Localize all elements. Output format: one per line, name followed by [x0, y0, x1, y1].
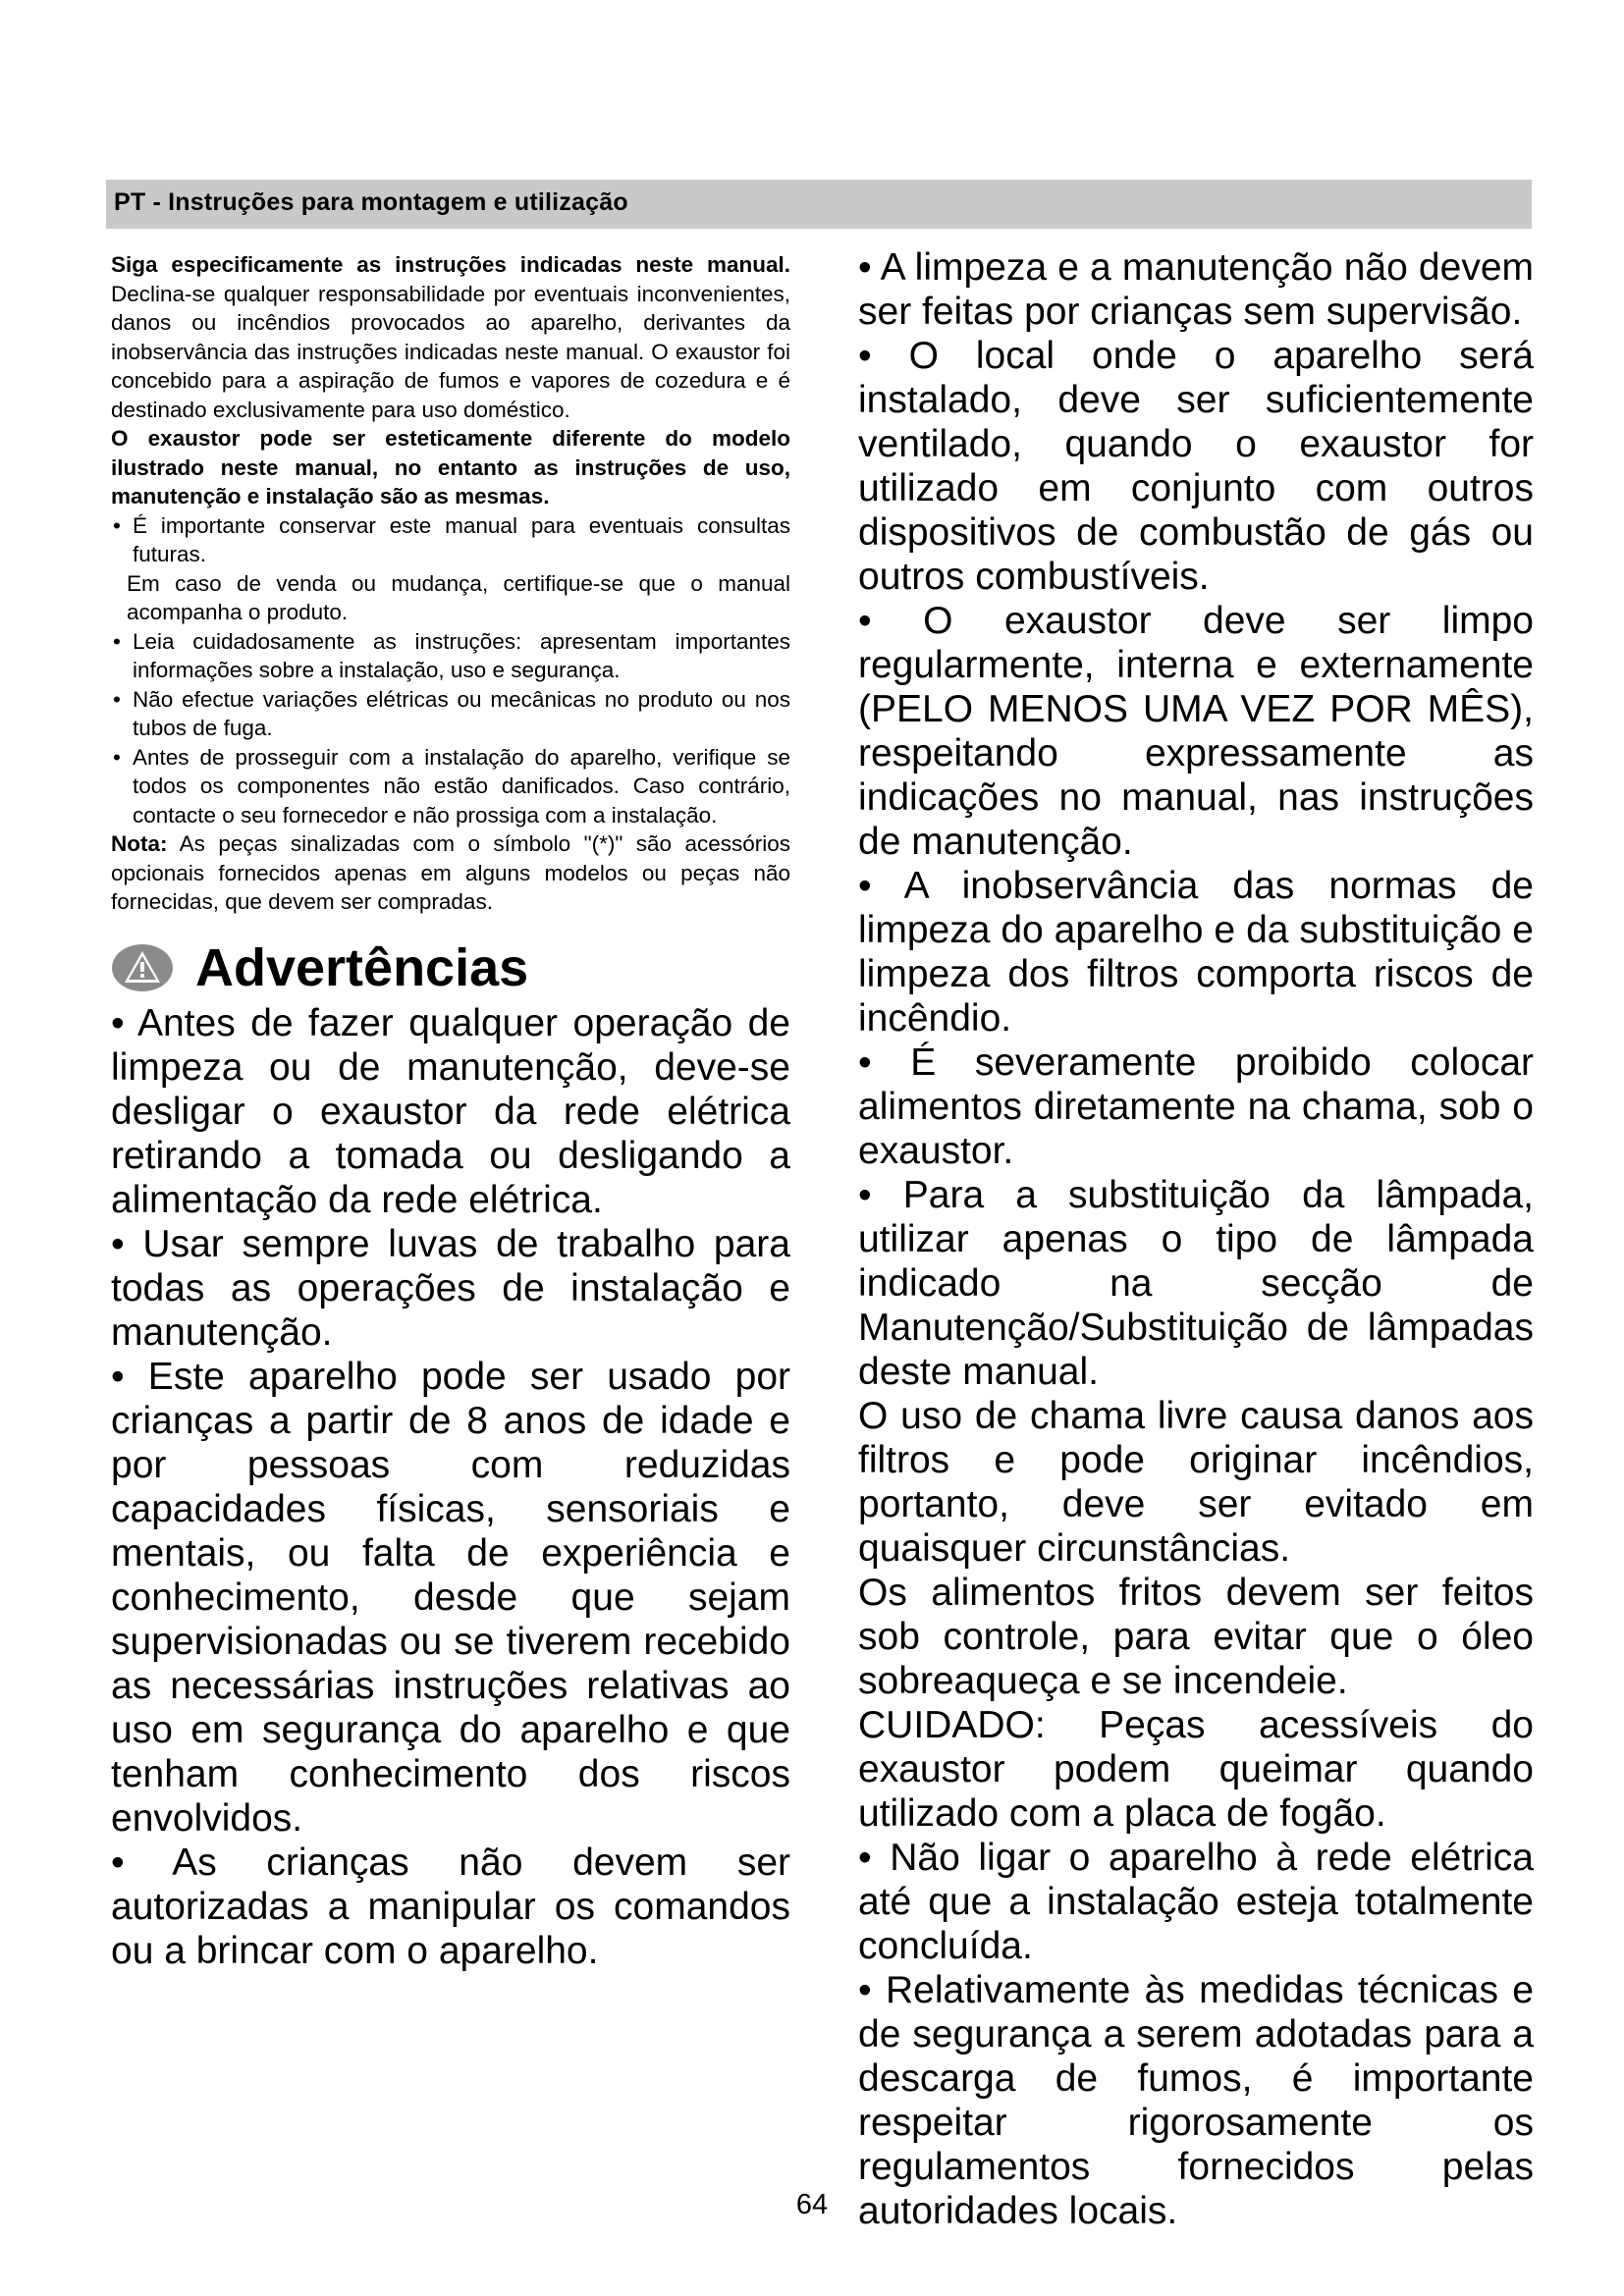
bullet-check-components — [111, 743, 790, 830]
bullet-keep-manual — [111, 511, 790, 569]
intro-bold: Siga especificamente as instruções indicadas neste manual. — [111, 252, 790, 277]
note-label: Nota: — [111, 831, 168, 856]
warning-item: • Este aparelho pode ser usado por crianças a partir de 8 anos de idade e por pessoas com reduzidas capacidades físicas, sensoriais e mentais, ou falta de experiência e conhecimento, desde que sejam supervisionadas ou se tiverem recebido as necessárias instruções relativas ao uso em segurança do aparelho e que tenham conhecimento dos riscos envolvidos. — [111, 1355, 790, 1840]
section-title: PT - Instruções para montagem e utilização — [114, 188, 628, 216]
bullet-text: É importante conservar este manual para eventuais consultas futuras. — [133, 512, 790, 566]
warning-item: • O local onde o aparelho será instalado, deve ser suficientemente ventilado, quando o exaustor for utilizado em conjunto com outros dispositivos de combustão de gás ou outros combustíveis. — [858, 335, 1534, 598]
note-paragraph — [111, 829, 790, 917]
bullet-dot: • — [113, 744, 121, 770]
warning-item: • É severamente proibido colocar alimentos diretamente na chama, sob o exaustor. — [858, 1041, 1534, 1172]
warning-item: • Não ligar o aparelho à rede elétrica até que a instalação esteja totalmente concluída. — [858, 1837, 1534, 1967]
warning-item: • A limpeza e a manutenção não devem ser feitas por crianças sem supervisão. — [858, 246, 1534, 333]
bullet-text: Não efectue variações elétricas ou mecânicas no produto ou nos tubos de fuga. — [133, 686, 790, 740]
warning-triangle-icon — [111, 943, 174, 992]
page-number: 64 — [795, 2189, 829, 2220]
warning-item: • Antes de fazer qualquer operação de limpeza ou de manutenção, deve-se desligar o exaustor da rede elétrica retirando a tomada ou desligando a alimentação da rede elétrica. — [111, 1001, 790, 1221]
warning-item: • Relativamente às medidas técnicas e de segurança a serem adotadas para a descarga de fumos, é importante respeitar rigorosamente os regulamentos fornecidos pelas autoridades locais. — [858, 1969, 1534, 2232]
warnings-heading — [111, 938, 790, 997]
model-note-text: O exaustor pode ser esteticamente diferente do modelo ilustrado neste manual, no entanto as instruções de uso, manutenção e instalação são as mesmas. — [111, 426, 790, 508]
intro-paragraph — [111, 250, 790, 424]
warning-item: CUIDADO: Peças acessíveis do exaustor podem queimar quando utilizado com a placa de fogão. — [858, 1704, 1534, 1835]
bullet-read-carefully — [111, 627, 790, 685]
right-column — [858, 245, 1534, 2233]
paragraph-sale — [111, 569, 790, 627]
paragraph-text: Em caso de venda ou mudança, certifique-se que o manual acompanha o produto. — [127, 570, 790, 624]
warnings-title: Advertências — [195, 937, 529, 997]
note-text: As peças sinalizadas com o símbolo "(*)" são acessórios opcionais fornecidos apenas em alguns modelos ou peças não fornecidas, que devem ser compradas. — [111, 831, 790, 914]
bullet-dot: • — [113, 686, 121, 712]
warning-item: • Para a substituição da lâmpada, utilizar apenas o tipo de lâmpada indicado na secção de Manutenção/Substituição de lâmpadas deste manual. — [858, 1174, 1534, 1393]
warning-item: • O exaustor deve ser limpo regularmente, interna e externamente (PELO MENOS UMA VEZ POR MÊS), respeitando expressamente as indicações no manual, nas instruções de manutenção. — [858, 600, 1534, 863]
bullet-dot: • — [113, 512, 121, 538]
bullet-text: Leia cuidadosamente as instruções: apresentam importantes informações sobre a instalação, uso e segurança. — [133, 628, 790, 682]
warning-item: • As crianças não devem ser autorizadas a manipular os comandos ou a brincar com o aparelho. — [111, 1841, 790, 1972]
section-header-bar — [106, 180, 1532, 229]
warning-item: Os alimentos fritos devem ser feitos sob controle, para evitar que o óleo sobreaqueça e se incendeie. — [858, 1572, 1534, 1702]
bullet-text: Antes de prosseguir com a instalação do aparelho, verifique se todos os componentes não estão danificados. Caso contrário, contacte o seu fornecedor e não prossiga com a instalação. — [133, 744, 790, 828]
warning-item: • A inobservância das normas de limpeza do aparelho e da substituição e limpeza dos filtros comporta riscos de incêndio. — [858, 865, 1534, 1040]
bullet-dot: • — [113, 628, 121, 654]
warning-item: O uso de chama livre causa danos aos filtros e pode originar incêndios, portanto, deve ser evitado em quaisquer circunstâncias. — [858, 1395, 1534, 1570]
intro-text: Declina-se qualquer responsabilidade por eventuais inconvenientes, danos ou incêndios provocados ao aparelho, derivantes da inobservância das instruções indicadas neste manual. O exaustor foi concebido para a aspiração de fumos e vapores de cozedura e é destinado exclusivamente para uso doméstico. — [111, 281, 790, 422]
left-column — [111, 250, 790, 1973]
warning-item: • Usar sempre luvas de trabalho para todas as operações de instalação e manutenção. — [111, 1222, 790, 1354]
bullet-no-modifications — [111, 685, 790, 743]
model-note — [111, 424, 790, 511]
